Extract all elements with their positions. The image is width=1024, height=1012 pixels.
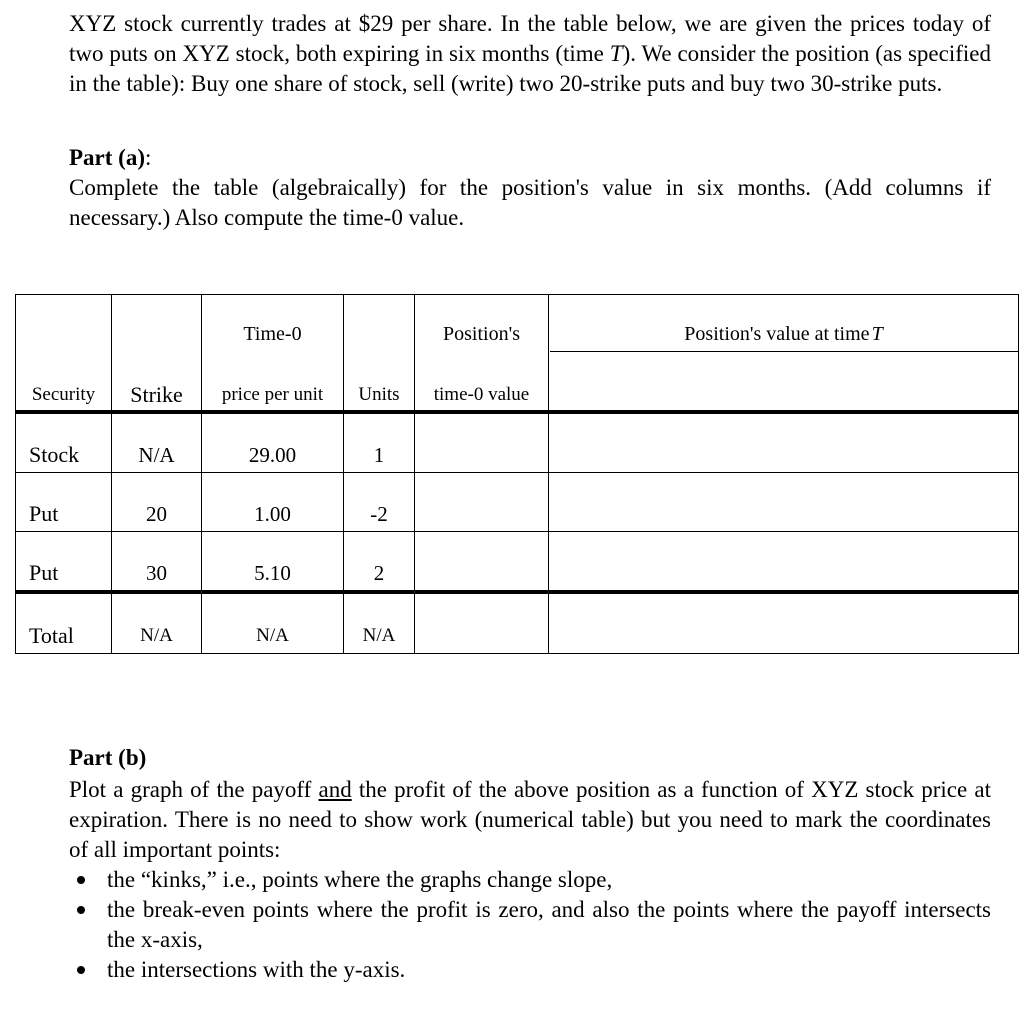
cell-total-label: Total	[29, 623, 74, 648]
cell-time0-value[interactable]	[414, 484, 549, 544]
bullet-icon	[77, 906, 85, 914]
cell-strike: N/A	[140, 625, 173, 646]
cell-price: N/A	[256, 625, 289, 646]
bullet-icon	[77, 966, 85, 974]
header-units: Units	[358, 384, 400, 405]
header-security: Security	[31, 384, 96, 405]
part-b-underlined: and	[318, 777, 352, 802]
part-b-text-cont: the profit of the above position as a function of XYZ stock price at expiration. There is no need to show work (numerical table) but you need to mark the coordinates of all important points:	[69, 777, 991, 862]
part-b-instructions	[69, 775, 991, 865]
cell-units: 2	[373, 560, 385, 585]
header-strike: Strike	[130, 382, 183, 407]
cell-units: 1	[373, 442, 385, 467]
cell-value-at-t[interactable]	[548, 543, 1019, 603]
cell-security: Put	[29, 560, 59, 585]
list-item: the break-even points where the profit is zero, and also the points where the payoff intersects the x-axis,	[69, 895, 991, 955]
position-table	[15, 294, 1019, 654]
part-a-colon: :	[145, 145, 152, 170]
cell-units: N/A	[362, 625, 396, 646]
header-value-at-t: Position's value at time T	[684, 322, 883, 345]
variable-t: T	[609, 41, 623, 66]
bullet-icon	[77, 876, 85, 884]
cell-security: Put	[29, 501, 59, 526]
header-price: price per unit	[221, 384, 324, 405]
cell-price: 29.00	[248, 442, 297, 467]
header-time0-value: time-0 value	[433, 384, 530, 405]
intro-text-cont: ). We consider the position (as specified in the table): Buy one share of stock, sell (write) two 20-strike puts and buy two 30-strike puts.	[69, 41, 991, 96]
cell-units: -2	[370, 501, 388, 526]
cell-value-at-t[interactable]	[548, 425, 1019, 485]
cell-total-value-at-t[interactable]	[548, 606, 1019, 652]
cell-time0-value[interactable]	[414, 425, 549, 485]
cell-strike: 30	[146, 560, 167, 585]
list-item: the intersections with the y-axis.	[69, 955, 991, 985]
intro-paragraph	[69, 9, 991, 99]
header-positions: Position's	[443, 322, 520, 345]
intro-text: XYZ stock currently trades at $29 per share. In the table below, we are given the prices today of two puts on XYZ stock, both expiring in six months (time	[69, 11, 991, 66]
cell-value-at-t[interactable]	[548, 484, 1019, 544]
cell-price: 1.00	[254, 501, 291, 526]
cell-strike: 20	[146, 501, 167, 526]
part-a-instructions: Complete the table (algebraically) for the position's value in six months. (Add columns if necessary.) Also compute the time-0 value.	[69, 175, 991, 230]
cell-strike: N/A	[138, 442, 175, 467]
part-a-title: Part (a)	[69, 145, 145, 170]
cell-price: 5.10	[254, 560, 291, 585]
part-b-heading: Part (b)	[69, 745, 147, 770]
part-a-heading	[69, 143, 991, 173]
list-item: the “kinks,” i.e., points where the graphs change slope,	[69, 865, 991, 895]
cell-total-time0-value[interactable]	[414, 606, 549, 652]
cell-time0-value[interactable]	[414, 543, 549, 603]
cell-security: Stock	[29, 442, 80, 467]
header-time0: Time-0	[243, 322, 302, 345]
bullet-list	[69, 865, 991, 985]
part-b-text: Plot a graph of the payoff	[69, 777, 319, 802]
